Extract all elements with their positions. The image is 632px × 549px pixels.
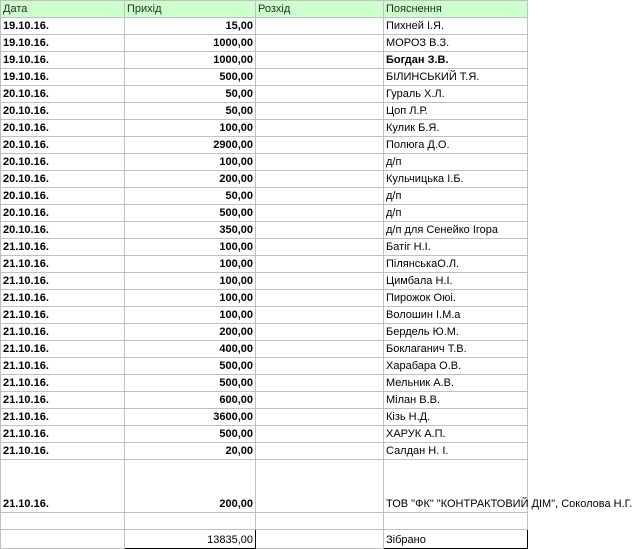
- income-cell[interactable]: 500,00: [125, 426, 256, 443]
- income-cell[interactable]: 100,00: [125, 307, 256, 324]
- empty-cell[interactable]: [384, 513, 528, 530]
- income-cell[interactable]: 500,00: [125, 358, 256, 375]
- date-cell[interactable]: 21.10.16.: [1, 256, 125, 273]
- note-cell[interactable]: Полюга Д.О.: [384, 137, 528, 154]
- date-cell[interactable]: 20.10.16.: [1, 188, 125, 205]
- note-cell[interactable]: д/п: [384, 188, 528, 205]
- income-cell[interactable]: 15,00: [125, 18, 256, 35]
- expense-cell[interactable]: [256, 120, 384, 137]
- table-row: [1, 205, 528, 222]
- table-row: [1, 426, 528, 443]
- table-row: [1, 69, 528, 86]
- empty-cell[interactable]: [125, 513, 256, 530]
- expense-cell[interactable]: [256, 290, 384, 307]
- note-cell[interactable]: ТОВ "ФК" "КОНТРАКТОВИЙ ДІМ", Соколова Н.Г.: [384, 460, 528, 513]
- date-cell[interactable]: 19.10.16.: [1, 52, 125, 69]
- income-cell[interactable]: 100,00: [125, 290, 256, 307]
- date-cell[interactable]: 20.10.16.: [1, 103, 125, 120]
- table-row: [1, 307, 528, 324]
- total-label-cell[interactable]: Зібрано: [384, 530, 528, 549]
- total-value-cell[interactable]: 13835,00: [125, 530, 256, 549]
- note-cell[interactable]: Харабара О.В.: [384, 358, 528, 375]
- income-cell[interactable]: 50,00: [125, 103, 256, 120]
- date-cell[interactable]: 21.10.16.: [1, 375, 125, 392]
- income-cell[interactable]: 50,00: [125, 86, 256, 103]
- expense-cell[interactable]: [256, 69, 384, 86]
- income-cell[interactable]: 500,00: [125, 69, 256, 86]
- expense-cell[interactable]: [256, 86, 384, 103]
- note-cell[interactable]: Боклаганич Т.В.: [384, 341, 528, 358]
- table-row: [1, 239, 528, 256]
- expense-cell[interactable]: [256, 35, 384, 52]
- table-row: [1, 86, 528, 103]
- table-row: [1, 324, 528, 341]
- income-cell[interactable]: 100,00: [125, 256, 256, 273]
- note-cell[interactable]: Кульчицька І.Б.: [384, 171, 528, 188]
- expense-cell[interactable]: [256, 103, 384, 120]
- expense-cell[interactable]: [256, 392, 384, 409]
- note-cell[interactable]: д/п: [384, 205, 528, 222]
- note-cell[interactable]: Пихней І.Я.: [384, 18, 528, 35]
- income-cell[interactable]: 2900,00: [125, 137, 256, 154]
- expense-cell[interactable]: [256, 409, 384, 426]
- note-cell[interactable]: ХАРУК А.П.: [384, 426, 528, 443]
- expense-cell[interactable]: [256, 443, 384, 460]
- date-cell[interactable]: 21.10.16.: [1, 358, 125, 375]
- table-row: [1, 103, 528, 120]
- income-cell[interactable]: 100,00: [125, 239, 256, 256]
- income-cell[interactable]: 20,00: [125, 443, 256, 460]
- expense-cell[interactable]: [256, 460, 384, 513]
- note-cell[interactable]: д/п для Сенейко Ігора: [384, 222, 528, 239]
- note-cell[interactable]: Мельник А.В.: [384, 375, 528, 392]
- date-cell[interactable]: 20.10.16.: [1, 205, 125, 222]
- table-row: [1, 222, 528, 239]
- table-row: [1, 154, 528, 171]
- income-cell[interactable]: 100,00: [125, 154, 256, 171]
- date-cell[interactable]: 21.10.16.: [1, 443, 125, 460]
- date-cell[interactable]: 21.10.16.: [1, 307, 125, 324]
- table-row: [1, 188, 528, 205]
- date-cell[interactable]: 20.10.16.: [1, 222, 125, 239]
- income-cell[interactable]: 50,00: [125, 188, 256, 205]
- table-row: [1, 392, 528, 409]
- date-cell[interactable]: 20.10.16.: [1, 86, 125, 103]
- income-cell[interactable]: 100,00: [125, 273, 256, 290]
- date-cell[interactable]: 21.10.16.: [1, 392, 125, 409]
- date-cell[interactable]: 21.10.16.: [1, 341, 125, 358]
- table-row: [1, 52, 528, 69]
- date-cell[interactable]: 21.10.16.: [1, 409, 125, 426]
- note-cell[interactable]: МОРОЗ В.З.: [384, 35, 528, 52]
- date-cell[interactable]: 20.10.16.: [1, 137, 125, 154]
- note-cell[interactable]: Богдан З.В.: [384, 52, 528, 69]
- expense-cell[interactable]: [256, 52, 384, 69]
- expense-cell[interactable]: [256, 273, 384, 290]
- table-row: [1, 341, 528, 358]
- date-cell[interactable]: 19.10.16.: [1, 18, 125, 35]
- note-cell[interactable]: Цоп Л.Р.: [384, 103, 528, 120]
- table-row: [1, 460, 528, 513]
- note-cell[interactable]: Пирожок Оюі.: [384, 290, 528, 307]
- table-row: [1, 35, 528, 52]
- expense-cell[interactable]: [256, 205, 384, 222]
- note-cell[interactable]: д/п: [384, 154, 528, 171]
- income-cell[interactable]: 500,00: [125, 375, 256, 392]
- date-cell[interactable]: 21.10.16.: [1, 290, 125, 307]
- income-cell[interactable]: 200,00: [125, 324, 256, 341]
- note-cell[interactable]: Кулик Б.Я.: [384, 120, 528, 137]
- expense-cell[interactable]: [256, 137, 384, 154]
- expense-cell[interactable]: [256, 171, 384, 188]
- date-cell[interactable]: 21.10.16.: [1, 239, 125, 256]
- table-row: [1, 375, 528, 392]
- expense-cell[interactable]: [256, 239, 384, 256]
- income-cell[interactable]: 500,00: [125, 205, 256, 222]
- table-row: [1, 409, 528, 426]
- header-expense[interactable]: Розхід: [256, 1, 384, 18]
- income-cell[interactable]: 350,00: [125, 222, 256, 239]
- header-note[interactable]: Пояснення: [384, 1, 528, 18]
- expense-cell[interactable]: [256, 154, 384, 171]
- ledger-body: [1, 1, 632, 549]
- note-cell[interactable]: Бердель Ю.М.: [384, 324, 528, 341]
- income-cell[interactable]: 3600,00: [125, 409, 256, 426]
- expense-cell[interactable]: [256, 358, 384, 375]
- table-row: [1, 18, 528, 35]
- empty-cell[interactable]: [256, 513, 384, 530]
- expense-cell[interactable]: [256, 256, 384, 273]
- date-cell[interactable]: 19.10.16.: [1, 69, 125, 86]
- note-cell[interactable]: Волошин І.М.а: [384, 307, 528, 324]
- empty-cell[interactable]: [256, 530, 384, 549]
- header-income[interactable]: Прихід: [125, 1, 256, 18]
- note-cell[interactable]: Батіг Н.І.: [384, 239, 528, 256]
- table-row: [1, 443, 528, 460]
- income-cell[interactable]: 600,00: [125, 392, 256, 409]
- expense-cell[interactable]: [256, 426, 384, 443]
- expense-cell[interactable]: [256, 324, 384, 341]
- note-cell[interactable]: БІЛИНСЬКИЙ Т.Я.: [384, 69, 528, 86]
- table-row: [1, 290, 528, 307]
- expense-cell[interactable]: [256, 375, 384, 392]
- header-date[interactable]: Дата: [1, 1, 125, 18]
- table-row: [1, 358, 528, 375]
- income-cell[interactable]: 100,00: [125, 120, 256, 137]
- note-cell[interactable]: Цимбала Н.І.: [384, 273, 528, 290]
- note-cell[interactable]: Салдан Н. І.: [384, 443, 528, 460]
- income-cell[interactable]: 1000,00: [125, 52, 256, 69]
- note-cell[interactable]: ПілянськаО.Л.: [384, 256, 528, 273]
- note-cell[interactable]: Гураль Х.Л.: [384, 86, 528, 103]
- income-cell[interactable]: 1000,00: [125, 35, 256, 52]
- expense-cell[interactable]: [256, 188, 384, 205]
- income-cell[interactable]: 400,00: [125, 341, 256, 358]
- date-cell[interactable]: 21.10.16.: [1, 324, 125, 341]
- table-row: [1, 120, 528, 137]
- header-row: [1, 1, 528, 18]
- table-row: [1, 256, 528, 273]
- table-row: [1, 171, 528, 188]
- note-cell[interactable]: Кізь Н.Д.: [384, 409, 528, 426]
- note-cell[interactable]: Мілан В.В.: [384, 392, 528, 409]
- empty-row: [1, 513, 528, 530]
- expense-cell[interactable]: [256, 307, 384, 324]
- income-cell[interactable]: 200,00: [125, 460, 256, 513]
- date-cell[interactable]: 20.10.16.: [1, 154, 125, 171]
- total-row: [1, 530, 528, 549]
- table-row: [1, 273, 528, 290]
- date-cell[interactable]: 21.10.16.: [1, 460, 125, 513]
- date-cell[interactable]: 21.10.16.: [1, 426, 125, 443]
- expense-cell[interactable]: [256, 341, 384, 358]
- expense-cell[interactable]: [256, 18, 384, 35]
- date-cell[interactable]: 19.10.16.: [1, 35, 125, 52]
- empty-cell[interactable]: [1, 530, 125, 549]
- empty-cell[interactable]: [1, 513, 125, 530]
- date-cell[interactable]: 20.10.16.: [1, 120, 125, 137]
- income-cell[interactable]: 200,00: [125, 171, 256, 188]
- table-row: [1, 137, 528, 154]
- expense-cell[interactable]: [256, 222, 384, 239]
- date-cell[interactable]: 21.10.16.: [1, 273, 125, 290]
- date-cell[interactable]: 20.10.16.: [1, 171, 125, 188]
